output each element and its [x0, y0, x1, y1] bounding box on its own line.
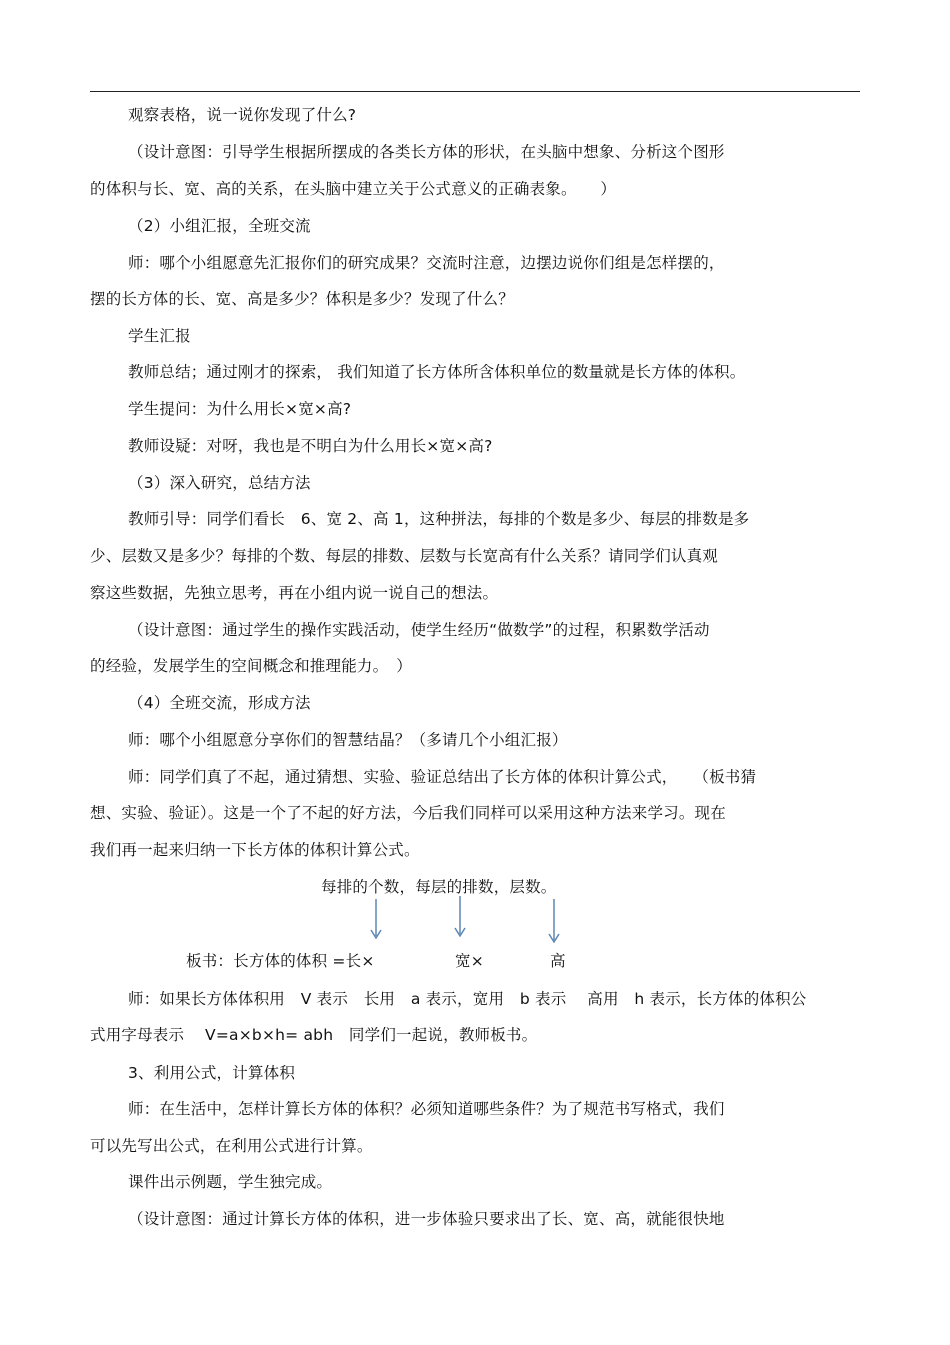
text-line: 摆的长方体的长、宽、高是多少？体积是多少？发现了什么？ — [90, 290, 514, 308]
text-line: （设计意图：通过计算长方体的体积，进一步体验只要求出了长、宽、高，就能很快地 — [128, 1210, 725, 1228]
text-line: 教师总结；通过刚才的探索， 我们知道了长方体所含体积单位的数量就是长方体的体积。 — [128, 363, 746, 381]
section-heading: 3、利用公式，计算体积 — [128, 1064, 296, 1082]
text-line: 师：哪个小组愿意分享你们的智慧结晶？（多请几个小组汇报） — [128, 731, 568, 749]
text-line: 想、实验、验证）。这是一个了不起的好方法，今后我们同样可以采用这种方法来学习。现在 — [90, 804, 726, 822]
text-line: 教师设疑：对呀，我也是不明白为什么用长×宽×高? — [128, 437, 493, 455]
text-line: 学生汇报 — [128, 327, 191, 345]
text-line: 课件出示例题，学生独完成。 — [128, 1173, 333, 1191]
section-heading: （4）全班交流，形成方法 — [128, 694, 311, 712]
text-line: 师：哪个小组愿意先汇报你们的研究成果？交流时注意，边摆边说你们组是怎样摆的， — [128, 254, 725, 272]
formula-top-label: 每排的个数，每层的排数，层数。 — [321, 878, 557, 896]
formula-board-writing: 板书：长方体的体积 =长× — [186, 952, 375, 970]
arrow-down-icon — [549, 934, 559, 942]
text-line: 的经验，发展学生的空间概念和推理能力。 ） — [90, 657, 412, 675]
section-heading: （2）小组汇报，全班交流 — [128, 217, 311, 235]
text-line: （设计意图：通过学生的操作实践活动，使学生经历“做数学”的过程，积累数学活动 — [128, 621, 710, 639]
text-line: 教师引导：同学们看长 6、宽 2、高 1，这种拼法，每排的个数是多少、每层的排数是多 — [128, 510, 750, 528]
text-line: 我们再一起来归纳一下长方体的体积计算公式。 — [90, 841, 420, 859]
text-line: （设计意图：引导学生根据所摆成的各类长方体的形状，在头脑中想象、分析这个图形 — [128, 143, 725, 161]
text-line: 观察表格，说一说你发现了什么? — [128, 106, 357, 124]
text-line: 师：如果长方体体积用 V 表示 长用 a 表示，宽用 b 表示 高用 h 表示，长方体的体积公 — [128, 990, 807, 1008]
text-line: 察这些数据，先独立思考，再在小组内说一说自己的想法。 — [90, 584, 499, 602]
formula-width-term: 宽× — [455, 952, 484, 970]
formula-height-term: 高 — [550, 952, 566, 970]
section-heading: （3）深入研究，总结方法 — [128, 474, 311, 492]
text-line: 式用字母表示 V=a×b×h= abh 同学们一起说，教师板书。 — [90, 1026, 538, 1044]
text-line: 可以先写出公式，在利用公式进行计算。 — [90, 1137, 373, 1155]
text-line: 的体积与长、宽、高的关系，在头脑中建立关于公式意义的正确表象。 ） — [90, 180, 617, 198]
header-rule — [90, 91, 860, 92]
text-line: 少、层数又是多少？每排的个数、每层的排数、层数与长宽高有什么关系？请同学们认真观 — [90, 547, 719, 565]
arrow-down-icon — [455, 928, 465, 936]
text-line: 师：同学们真了不起，通过猜想、实验、验证总结出了长方体的体积计算公式， （板书猜 — [128, 768, 757, 786]
text-line: 师：在生活中，怎样计算长方体的体积？必须知道哪些条件？为了规范书写格式，我们 — [128, 1100, 725, 1118]
text-line: 学生提问：为什么用长×宽×高? — [128, 400, 352, 418]
arrow-down-icon — [371, 930, 381, 938]
